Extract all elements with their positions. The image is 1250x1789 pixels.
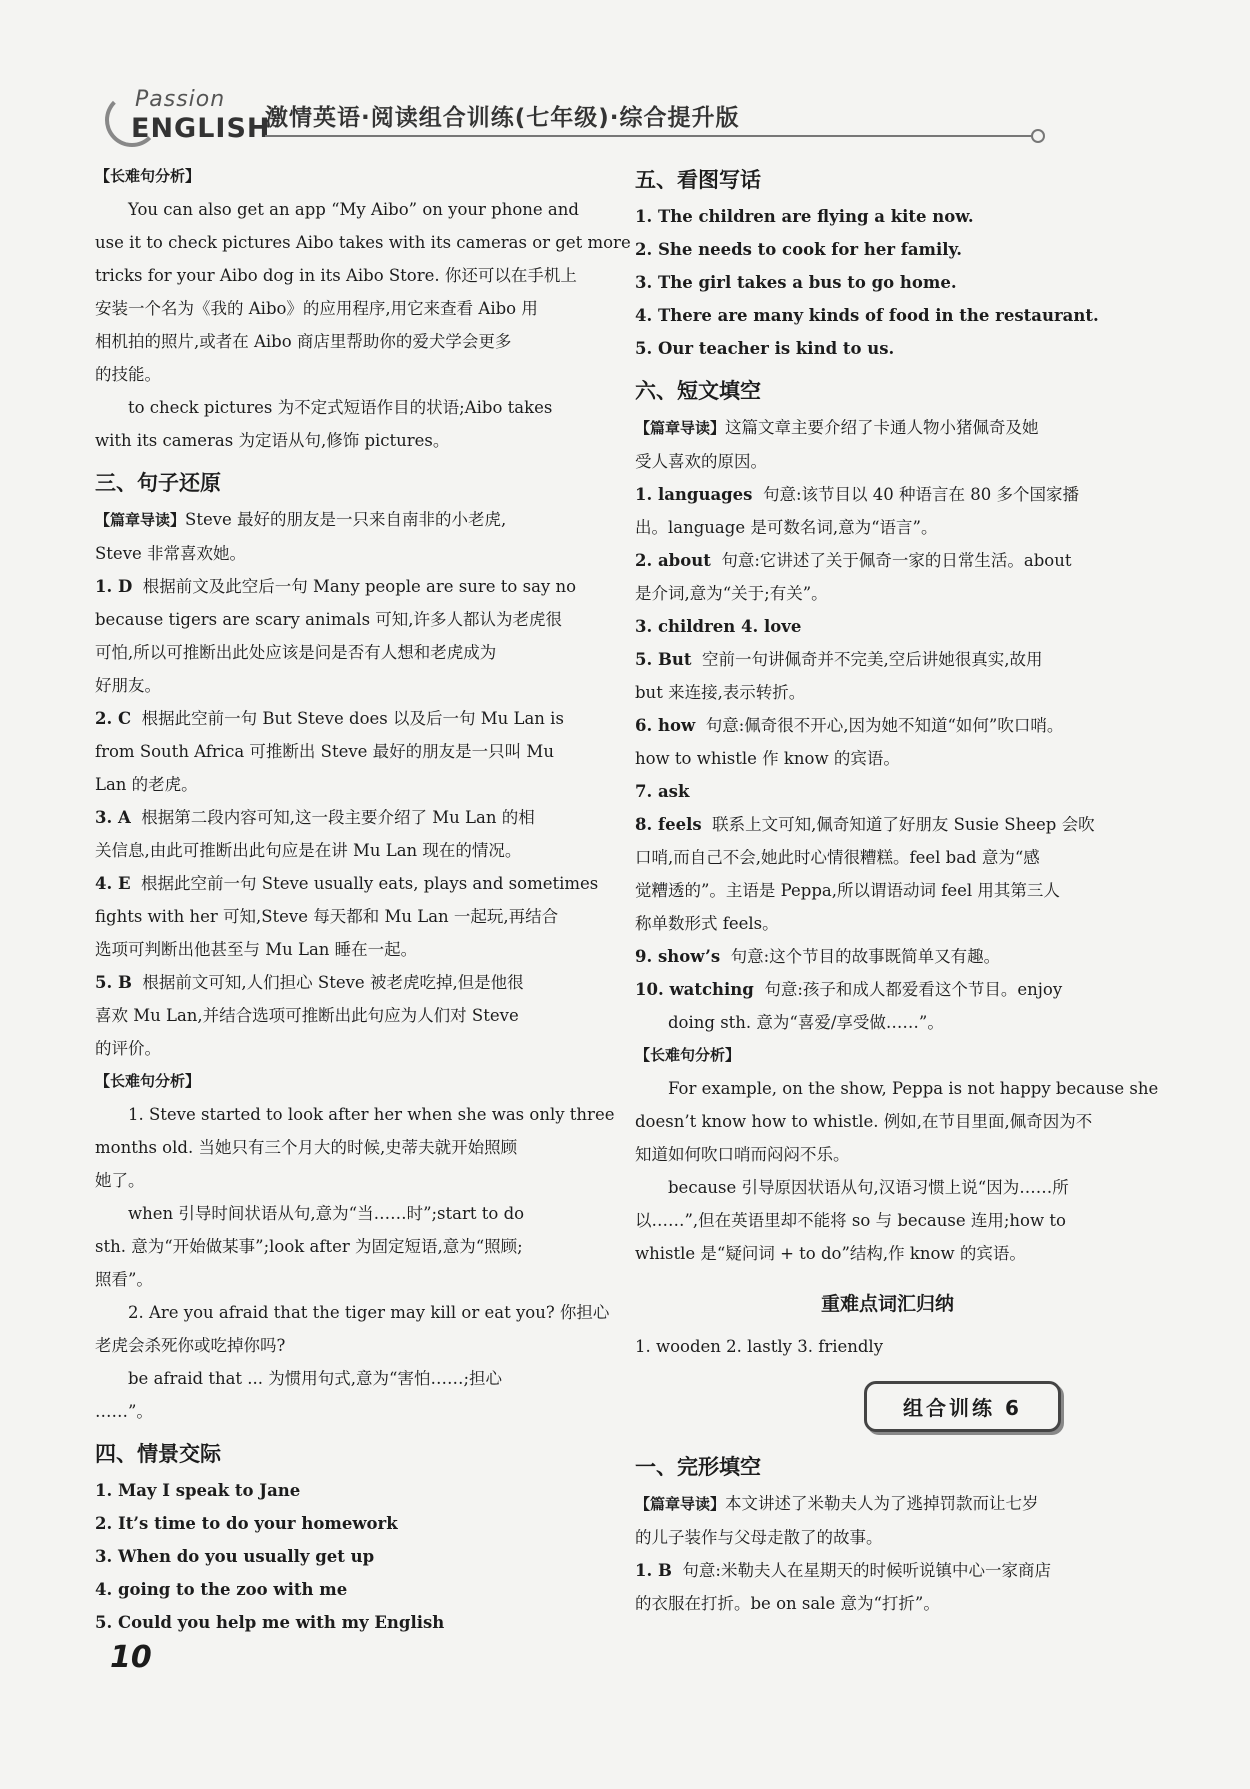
page-number: 10 xyxy=(110,1640,152,1675)
answer-number: 5. B xyxy=(95,973,132,992)
answer-text: 根据第二段内容可知,这一段主要介绍了 Mu Lan 的相 xyxy=(141,808,535,827)
text-line: 喜欢 Mu Lan,并结合选项可推断出此句应为人们对 Steve xyxy=(95,1006,519,1025)
combo-banner xyxy=(635,1381,1140,1441)
combo-label: 组合训练 6 xyxy=(864,1381,1061,1432)
text-line: 照看”。 xyxy=(95,1270,153,1289)
text-line: 出。language 是可数名词,意为“语言”。 xyxy=(635,518,938,537)
answer-line: 3. children 4. love xyxy=(635,617,802,636)
text-line: 老虎会杀死你或吃掉你吗? xyxy=(95,1336,286,1355)
text-line: to check pictures 为不定式短语作目的状语;Aibo takes xyxy=(128,398,553,417)
section-title: 五、看图写话 xyxy=(635,168,761,192)
answer-text: 句意:佩奇很不开心,因为她不知道“如何”吹口哨。 xyxy=(705,716,1064,735)
text-line: 她了。 xyxy=(95,1171,145,1190)
text-line: ……”。 xyxy=(95,1402,153,1421)
text-line: doesn’t know how to whistle. 例如,在节目里面,佩奇因为不 xyxy=(635,1112,1093,1131)
answer-line: 1. The children are flying a kite now. xyxy=(635,207,974,226)
text-line: because 引导原因状语从句,汉语习惯上说“因为……所 xyxy=(668,1178,1069,1197)
text-line: 的评价。 xyxy=(95,1039,161,1058)
answer-text: 句意:它讲述了关于佩奇一家的日常生活。about xyxy=(721,551,1072,570)
answer-line: 3. When do you usually get up xyxy=(95,1547,375,1566)
answer-text: 空前一句讲佩奇并不完美,空后讲她很真实,故用 xyxy=(702,650,1043,669)
text-line: because tigers are scary animals 可知,许多人都认为老虎很 xyxy=(95,610,563,629)
left-column xyxy=(95,160,631,1639)
answer-line: 7. ask xyxy=(635,782,690,801)
text-line: 2. Are you afraid that the tiger may kill or eat you? 你担心 xyxy=(128,1303,610,1322)
answer-line: 5. Could you help me with my English xyxy=(95,1613,445,1632)
analysis-tag: 【长难句分析】 xyxy=(95,167,201,185)
text-line: For example, on the show, Peppa is not happy because she xyxy=(668,1079,1159,1098)
text-line: You can also get an app “My Aibo” on your phone and xyxy=(128,200,579,219)
answer-word: 6. how xyxy=(635,716,696,735)
text-line: 安装一个名为《我的 Aibo》的应用程序,用它来查看 Aibo 用 xyxy=(95,299,538,318)
text-line: whistle 是“疑问词 + to do”结构,作 know 的宾语。 xyxy=(635,1244,1026,1263)
text-line: sth. 意为“开始做某事”;look after 为固定短语,意为“照顾; xyxy=(95,1237,523,1256)
right-column xyxy=(635,160,1159,1620)
text-line: months old. 当她只有三个月大的时候,史蒂夫就开始照顾 xyxy=(95,1138,518,1157)
answer-word: 5. But xyxy=(635,650,692,669)
text-line: 的技能。 xyxy=(95,365,161,384)
lead-tag: 【篇章导读】 xyxy=(95,511,186,529)
section-title: 三、句子还原 xyxy=(95,471,221,495)
text-line: fights with her 可知,Steve 每天都和 Mu Lan 一起玩,再结合 xyxy=(95,907,559,926)
text-line: 好朋友。 xyxy=(95,676,161,695)
section-title: 六、短文填空 xyxy=(635,379,761,403)
lead-tag: 【篇章导读】 xyxy=(635,1495,726,1513)
section-title: 一、完形填空 xyxy=(635,1455,761,1479)
answer-text: 句意:米勒夫人在星期天的时候听说镇中心一家商店 xyxy=(682,1561,1051,1580)
answer-number: 4. E xyxy=(95,874,131,893)
lead-text: 本文讲述了米勒夫人为了逃掉罚款而让七岁 xyxy=(725,1494,1039,1513)
text-line: 是介词,意为“关于;有关”。 xyxy=(635,584,828,603)
text-line: 选项可判断出他甚至与 Mu Lan 睡在一起。 xyxy=(95,940,418,959)
text-line: 知道如何吹口哨而闷闷不乐。 xyxy=(635,1145,850,1164)
lead-text: Steve 最好的朋友是一只来自南非的小老虎, xyxy=(185,510,507,529)
logo-top-text: Passion xyxy=(135,87,226,112)
lead-tag: 【篇章导读】 xyxy=(635,419,726,437)
answer-text: 句意:这个节目的故事既简单又有趣。 xyxy=(730,947,1001,966)
text-line: 以……”,但在英语里却不能将 so 与 because 连用;how to xyxy=(635,1211,1066,1230)
answer-line: 1. May I speak to Jane xyxy=(95,1481,301,1500)
text-line: Steve 非常喜欢她。 xyxy=(95,544,247,563)
answer-number: 1. B xyxy=(635,1561,672,1580)
answer-line: 2. She needs to cook for her family. xyxy=(635,240,962,259)
text-line: 相机拍的照片,或者在 Aibo 商店里帮助你的爱犬学会更多 xyxy=(95,332,512,351)
text-line: 1. Steve started to look after her when she was only three xyxy=(128,1105,615,1124)
text-line: be afraid that ... 为惯用句式,意为“害怕……;担心 xyxy=(128,1369,503,1388)
answer-word: 2. about xyxy=(635,551,711,570)
lead-text: 这篇文章主要介绍了卡通人物小猪佩奇及她 xyxy=(725,418,1039,437)
text-line: 受人喜欢的原因。 xyxy=(635,452,767,471)
passion-english-logo xyxy=(105,85,271,145)
answer-word: 9. show’s xyxy=(635,947,721,966)
analysis-tag: 【长难句分析】 xyxy=(95,1072,201,1090)
text-line: with its cameras 为定语从句,修饰 pictures。 xyxy=(95,431,450,450)
header-rule-end-icon xyxy=(1031,129,1045,143)
text-line: from South Africa 可推断出 Steve 最好的朋友是一只叫 Mu xyxy=(95,742,554,761)
text-line: 关信息,由此可推断出此句应是在讲 Mu Lan 现在的情况。 xyxy=(95,841,522,860)
answer-text: 根据前文及此空后一句 Many people are sure to say no xyxy=(142,577,577,596)
answer-text: 根据此空前一句 Steve usually eats, plays and sometimes xyxy=(141,874,599,893)
answer-text: 根据此空前一句 But Steve does 以及后一句 Mu Lan is xyxy=(141,709,564,728)
answer-line: 4. going to the zoo with me xyxy=(95,1580,348,1599)
text-line: 的衣服在打折。be on sale 意为“打折”。 xyxy=(635,1594,940,1613)
answer-number: 3. A xyxy=(95,808,131,827)
answer-word: 1. languages xyxy=(635,485,753,504)
text-line: 的儿子装作与父母走散了的故事。 xyxy=(635,1528,883,1547)
text-line: but 来连接,表示转折。 xyxy=(635,683,806,702)
text-line: use it to check pictures Aibo takes with its cameras or get more xyxy=(95,233,631,252)
answer-text: 句意:该节目以 40 种语言在 80 多个国家播 xyxy=(762,485,1080,504)
vocab-title: 重难点词汇归纳 xyxy=(820,1293,954,1315)
analysis-tag: 【长难句分析】 xyxy=(635,1046,741,1064)
answer-line: 2. It’s time to do your homework xyxy=(95,1514,398,1533)
answer-line: 4. There are many kinds of food in the restaurant. xyxy=(635,306,1099,325)
text-line: 口哨,而自己不会,她此时心情很糟糕。feel bad 意为“感 xyxy=(635,848,1040,867)
page-header xyxy=(105,85,1150,150)
text-line: 可怕,所以可推断出此处应该是问是否有人想和老虎成为 xyxy=(95,643,497,662)
vocab-items: 1. wooden 2. lastly 3. friendly xyxy=(635,1337,884,1356)
answer-number: 2. C xyxy=(95,709,132,728)
answer-line: 3. The girl takes a bus to go home. xyxy=(635,273,957,292)
text-line: when 引导时间状语从句,意为“当……时”;start to do xyxy=(128,1204,525,1223)
text-line: Lan 的老虎。 xyxy=(95,775,198,794)
logo-bottom-text: ENGLISH xyxy=(131,113,271,144)
header-rule xyxy=(265,135,1035,137)
section-title: 四、情景交际 xyxy=(95,1442,221,1466)
text-line: how to whistle 作 know 的宾语。 xyxy=(635,749,900,768)
answer-word: 10. watching xyxy=(635,980,754,999)
answer-text: 句意:孩子和成人都爱看这个节目。enjoy xyxy=(764,980,1063,999)
answer-text: 根据前文可知,人们担心 Steve 被老虎吃掉,但是他很 xyxy=(142,973,524,992)
answer-word: 8. feels xyxy=(635,815,702,834)
text-line: doing sth. 意为“喜爱/享受做……”。 xyxy=(668,1013,944,1032)
answer-text: 联系上文可知,佩奇知道了好朋友 Susie Sheep 会吹 xyxy=(712,815,1095,834)
text-line: 觉糟透的”。主语是 Peppa,所以谓语动词 feel 用其第三人 xyxy=(635,881,1060,900)
book-title: 激情英语·阅读组合训练(七年级)·综合提升版 xyxy=(265,105,740,131)
text-line: tricks for your Aibo dog in its Aibo Store. 你还可以在手机上 xyxy=(95,266,577,285)
text-line: 称单数形式 feels。 xyxy=(635,914,779,933)
answer-line: 5. Our teacher is kind to us. xyxy=(635,339,895,358)
answer-number: 1. D xyxy=(95,577,133,596)
